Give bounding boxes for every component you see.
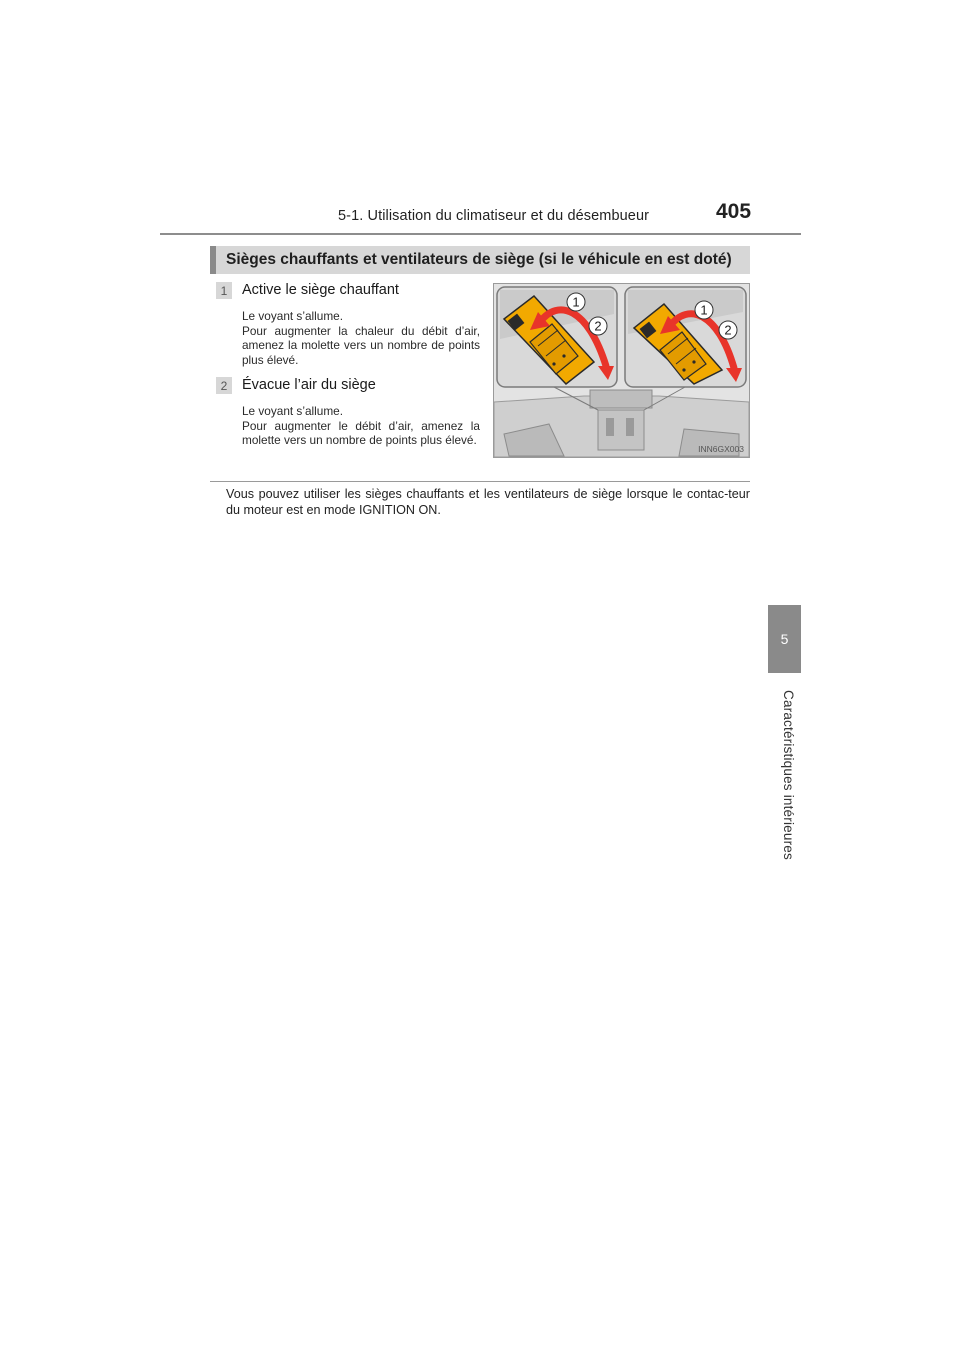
item-description-2 [242, 404, 480, 448]
note-rule [210, 481, 750, 482]
item-title-2: Évacue l’air du siège [242, 377, 376, 393]
seat-switch-illustration [493, 283, 750, 458]
item-marker-1: 1 [216, 282, 232, 299]
item-marker-2: 2 [216, 377, 232, 394]
chapter-tab: 5 [768, 605, 801, 673]
item-1-line-1: Le voyant s’allume. [242, 309, 343, 323]
section-heading-text: Sièges chauffants et ventilateurs de siège (si le véhicule en est doté) [226, 251, 732, 268]
item-1-line-2: Pour augmenter la chaleur du débit d’air, amenez la molette vers un nombre de points plus élevé. [242, 323, 480, 367]
item-2-line-1: Le voyant s’allume. [242, 404, 343, 418]
item-2-line-2: Pour augmenter le débit d’air, amenez la molette vers un nombre de points plus élevé. [242, 418, 480, 448]
item-description-1 [242, 309, 480, 367]
header-rule [160, 233, 801, 235]
callout-right-2 [719, 321, 737, 339]
callout-right-1 [695, 301, 713, 319]
svg-text:1: 1 [572, 294, 580, 310]
callout-left-2 [589, 317, 607, 335]
svg-text:2: 2 [724, 322, 732, 338]
item-title-1: Active le siège chauffant [242, 282, 399, 298]
page-number: 405 [716, 200, 752, 223]
running-header-title: 5-1. Utilisation du climatiseur et du désembueur [338, 208, 650, 224]
section-heading [210, 246, 750, 274]
callout-left-1 [567, 293, 585, 311]
svg-text:2: 2 [594, 318, 602, 334]
seat-switch-drawing [494, 284, 749, 457]
note-text: Vous pouvez utiliser les sièges chauffants et les ventilateurs de siège lorsque le contac-teur du moteur est en mode IGNITION ON. [226, 487, 750, 517]
chapter-side-label: Caractéristiques intérieures [781, 690, 796, 860]
svg-text:1: 1 [700, 302, 708, 318]
figure-code: INN6GX003 [698, 444, 744, 454]
